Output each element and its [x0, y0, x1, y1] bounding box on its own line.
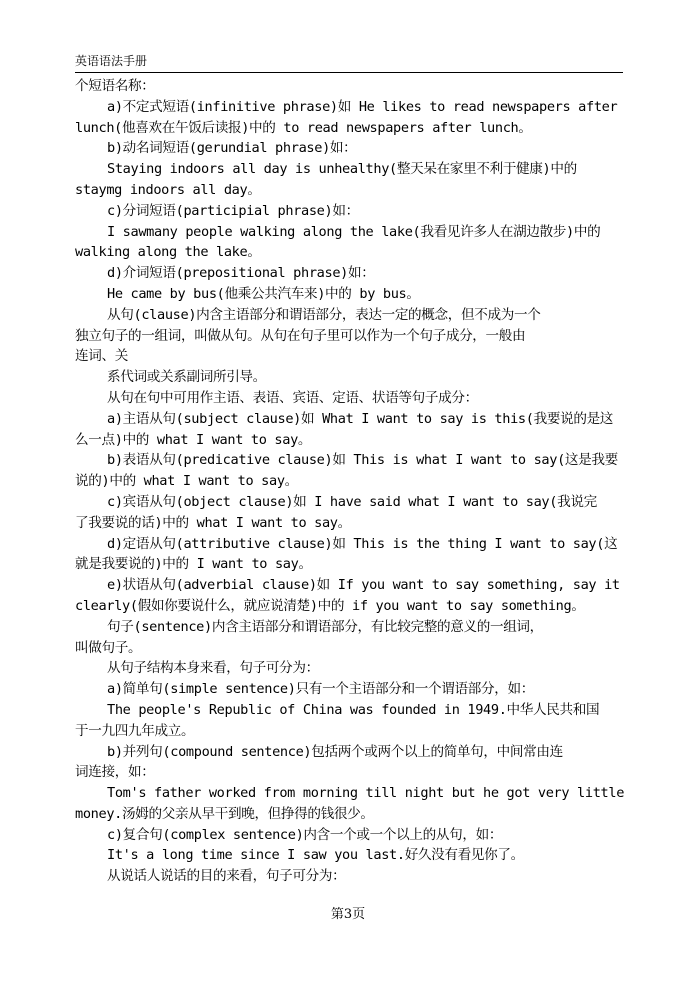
text-line: staymg indoors all day。: [75, 181, 261, 198]
text-line: He came by bus(他乘公共汽车来)中的 by bus。: [107, 285, 420, 302]
text-line: Staying indoors all day is unhealthy(整天呆在家里不利于健康)中的: [107, 161, 577, 178]
document-body: [75, 76, 642, 887]
text-line: 从句(clause)内含主语部分和谓语部分，表达一定的概念，但不成为一个: [107, 306, 541, 323]
text-line: lunch(他喜欢在午饭后读报)中的 to read newspapers after lunch。: [75, 119, 532, 136]
text-line: 从句子结构本身来看，句子可分为：: [107, 660, 319, 677]
text-line: 从句在句中可用作主语、表语、宾语、定语、状语等句子成分：: [107, 389, 478, 406]
text-line: 从说话人说话的目的来看，句子可分为：: [107, 868, 346, 885]
text-line: 于一九四九年成立。: [75, 722, 195, 739]
text-line: clearly(假如你要说什么，就应说清楚)中的 if you want to say something。: [75, 597, 585, 614]
text-line: 个短语名称：: [75, 78, 155, 94]
text-line: a)主语从句(subject clause)如 What I want to say is this(我要说的是这: [107, 410, 614, 427]
text-line: 么一点)中的 what I want to say。: [75, 431, 312, 448]
text-line: b)动名词短语(gerundial phrase)如：: [107, 140, 357, 157]
text-line: e)状语从句(adverbial clause)如 If you want to say something, say it: [107, 577, 620, 594]
text-line: d)介词短语(prepositional phrase)如：: [107, 265, 375, 282]
text-line: It's a long time since I saw you last.好久没有看见你了。: [107, 847, 524, 864]
text-line: The people's Republic of China was founded in 1949.中华人民共和国: [107, 701, 600, 718]
text-line: 独立句子的一组词，叫做从句。从句在句子里可以作为一个句子成分，一般由: [75, 327, 526, 344]
text-line: c)分词短语(participial phrase)如：: [107, 202, 359, 219]
text-line: a)不定式短语(infinitive phrase)如 He likes to read newspapers after: [107, 98, 618, 115]
text-line: b)并列句(compound sentence)包括两个或两个以上的简单句，中间常由连: [107, 743, 563, 760]
page-number: 第3页: [330, 907, 366, 922]
text-line: walking along the lake。: [75, 244, 261, 261]
text-line: c)宾语从句(object clause)如 I have said what I want to say(我说完: [107, 493, 597, 510]
text-line: 说的)中的 what I want to say。: [75, 473, 298, 490]
text-line: 连词、关: [75, 348, 128, 365]
text-line: c)复合句(complex sentence)内含一个或一个以上的从句，如：: [107, 826, 503, 843]
text-line: d)定语从句(attributive clause)如 This is the thing I want to say(这: [107, 535, 618, 552]
text-line: b)表语从句(predicative clause)如 This is what I want to say(这是我要: [107, 452, 618, 469]
text-line: 词连接，如：: [75, 764, 155, 781]
text-line: money.汤姆的父亲从早干到晚，但挣得的钱很少。: [75, 805, 374, 822]
text-line: Tom's father worked from morning till night but he got very little: [107, 785, 625, 802]
text-line: 了我要说的话)中的 what I want to say。: [75, 514, 351, 531]
header-divider: [75, 72, 623, 73]
text-line: 句子(sentence)内含主语部分和谓语部分，有比较完整的意义的一组词，: [107, 618, 543, 635]
page-header: 英语语法手册: [75, 54, 148, 68]
text-line: 系代词或关系副词所引导。: [107, 369, 266, 386]
text-line: 就是我要说的)中的 I want to say。: [75, 556, 312, 573]
text-line: a)简单句(simple sentence)只有一个主语部分和一个谓语部分，如：: [107, 681, 534, 698]
text-line: 叫做句子。: [75, 639, 142, 656]
text-line: I sawmany people walking along the lake(我看见许多人在湖边散步)中的: [107, 223, 601, 240]
